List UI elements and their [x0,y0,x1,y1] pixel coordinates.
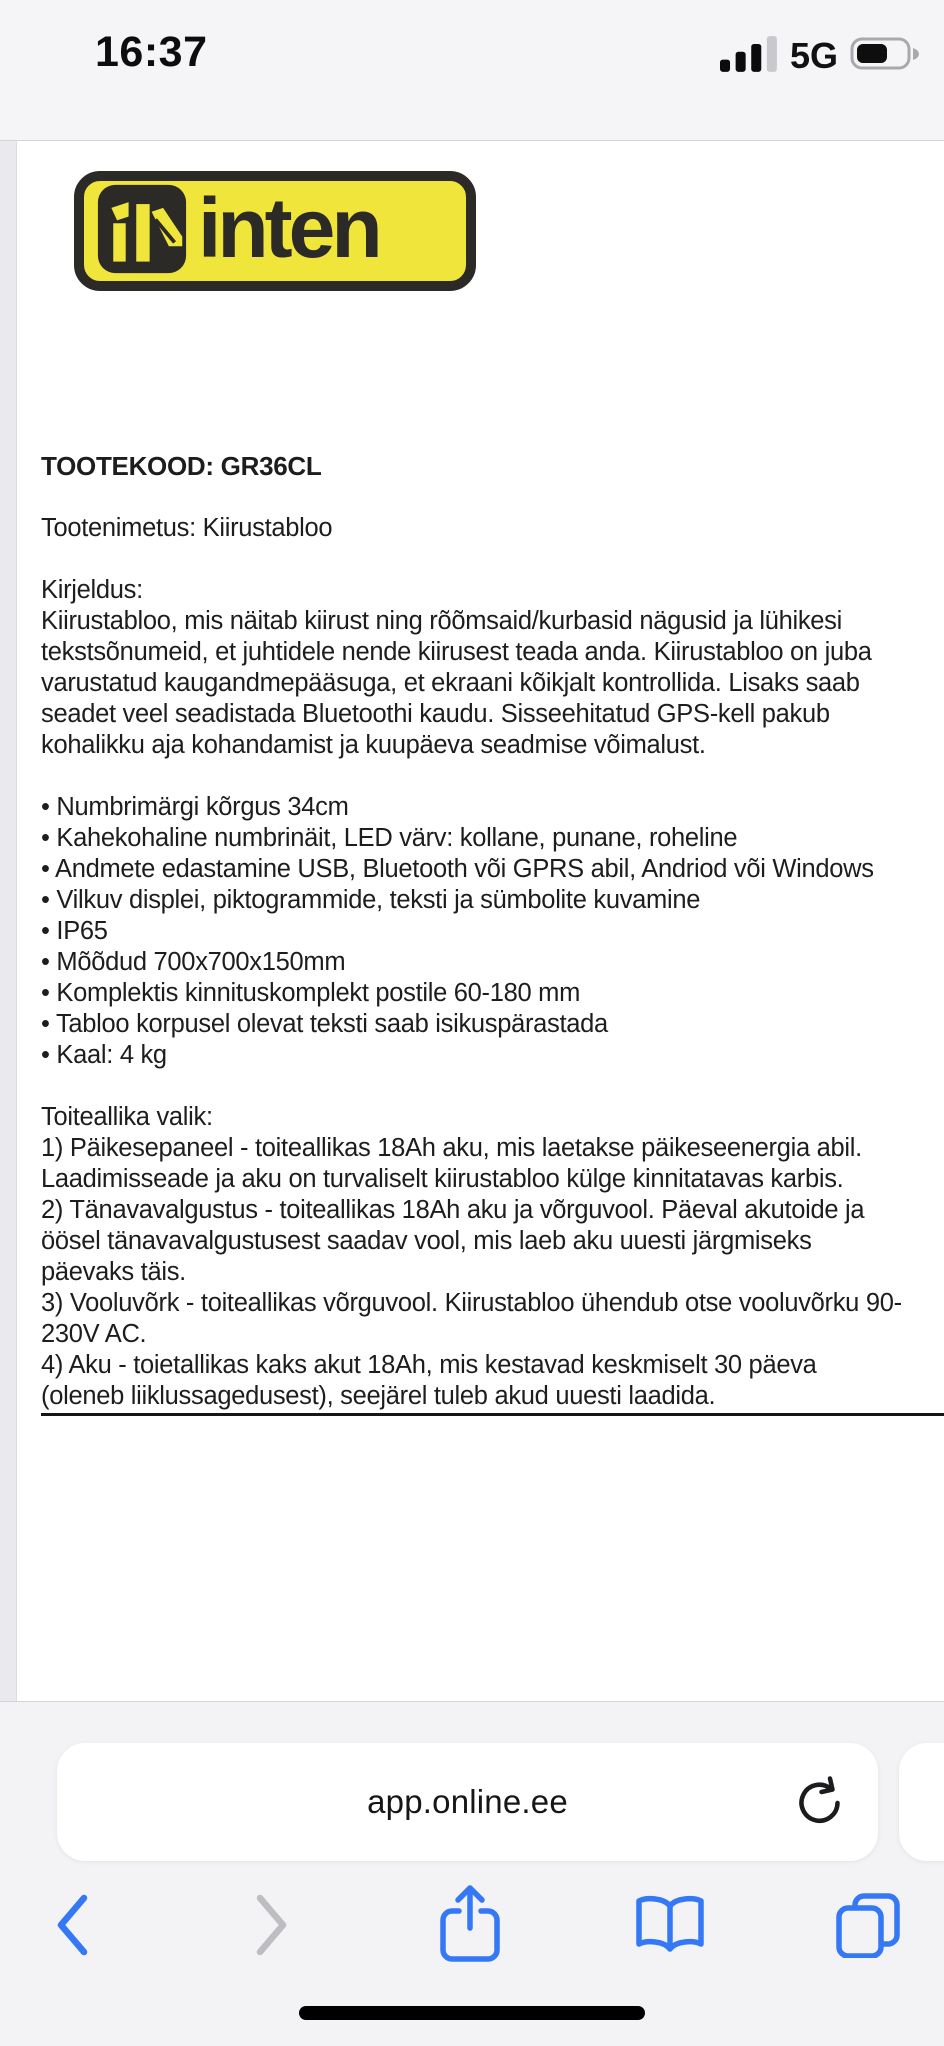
feature-item: • Komplektis kinnituskomplekt postile 60-180 mm [41,979,581,1007]
network-label: 5G [789,35,838,76]
browser-chrome [0,1701,944,2046]
forward-button[interactable] [227,1880,317,1970]
status-indicators [720,34,920,78]
power-options-section [41,1102,902,1412]
feature-item: • Vilkuv displei, piktogrammide, teksti ja sümbolite kuvamine [41,886,701,914]
forward-icon [252,1892,292,1958]
feature-item: • IP65 [41,917,108,945]
power-option: 3) Vooluvõrk - toiteallikas võrguvool. Kiirustabloo ühendub otse vooluvõrku 90-230V AC. [41,1289,902,1348]
feature-item: • Tabloo korpusel olevat teksti saab isikuspärastada [41,1010,608,1038]
power-options-title: Toiteallika valik: [41,1103,213,1131]
browser-toolbar [0,1880,944,1970]
feature-item: • Mõõdud 700x700x150mm [41,948,346,976]
power-option: 1) Päikesepaneel - toiteallikas 18Ah aku, mis laetakse päikeseenergia abil. Laadimisseade ja aku on turvaliselt kiirustabloo külge kinnitatavas karbis. [41,1134,862,1193]
tabs-button[interactable] [823,1880,913,1970]
bookmarks-button[interactable] [625,1880,715,1970]
description-text: Kiirustabloo, mis näitab kiirust ning rõõmsaid/kurbasid nägusid ja lühikesi tekstsõnumeid, et juhtidele nende kiirusest teada anda. Kiirustabloo on juba varustatud kaugandmepääsuga, et ekraani kõikjalt kontrollida. Lisaks saab seadet veel seadistada Bluetoothi kaudu. Sisseehitatud GPS-kell pakub kohalikku aja kohandamist ja kuupäeva seadmise võimalust. [41,607,872,759]
address-bar[interactable] [57,1743,878,1861]
back-icon [52,1892,92,1958]
share-button[interactable] [425,1880,515,1970]
reload-icon [794,1776,846,1828]
product-code: TOOTEKOOD: GR36CL [41,451,322,481]
power-option: 4) Aku - toietallikas kaks akut 18Ah, mis kestavad keskmiselt 30 päeva (oleneb liiklussagedusest), seejärel tuleb akud uuesti laadida. [41,1351,817,1410]
bookmarks-icon [633,1894,707,1956]
barrier-gate-icon [96,183,188,280]
brand-logo [74,171,476,291]
reload-button[interactable] [788,1770,852,1834]
brand-logo-text: inten [198,181,379,275]
feature-item: • Numbrimärgi kõrgus 34cm [41,793,349,821]
feature-item: • Kaal: 4 kg [41,1041,167,1069]
tabs-icon [835,1892,901,1958]
status-bar [0,0,944,141]
feature-item: • Andmete edastamine USB, Bluetooth või GPRS abil, Andriod või Windows [41,855,874,883]
signal-icon [720,36,778,77]
feature-list [41,792,902,1071]
battery-icon [850,36,920,77]
url-label: app.online.ee [367,1783,568,1820]
feature-item: • Kahekohaline numbrinäit, LED värv: kollane, punane, roheline [41,824,738,852]
description-label: Kirjeldus: [41,576,143,604]
divider-rule [41,1413,944,1416]
share-icon [439,1884,501,1966]
product-page [17,141,944,1701]
back-button[interactable] [27,1880,117,1970]
status-time: 16:37 [95,28,208,76]
power-option: 2) Tänavavalgustus - toiteallikas 18Ah aku ja võrguvool. Päeval akutoide ja öösel tänavavalgustusest saadav vool, mis laeb aku uuesti järgmiseks päevaks täis. [41,1196,865,1286]
adjacent-tab-card[interactable] [899,1743,944,1861]
home-indicator[interactable] [299,2006,645,2020]
product-name: Tootenimetus: Kiirustabloo [41,514,333,542]
